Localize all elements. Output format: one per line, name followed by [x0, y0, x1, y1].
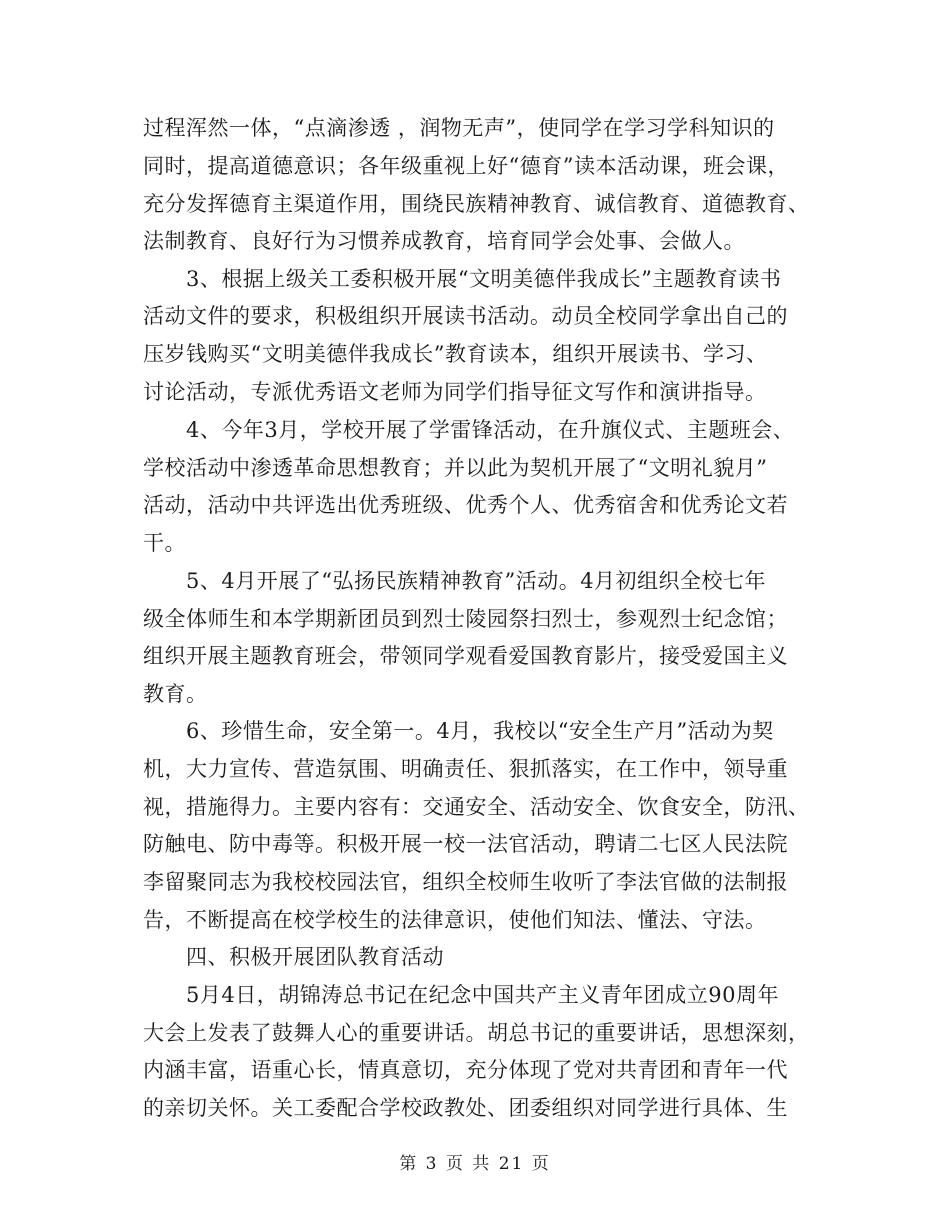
- text-line: 充分发挥德育主渠道作用，围绕民族精神教育、诚信教育、道德教育、: [143, 192, 810, 216]
- text-line: 告，不断提高在校学校生的法律意识，使他们知法、懂法、守法。: [143, 908, 767, 932]
- section-heading: 四、积极开展团队教育活动: [186, 945, 444, 969]
- text-line: 过程浑然一体，“点滴渗透 ，润物无声”，使同学在学习学科知识的: [143, 116, 775, 140]
- text-line: 压岁钱购买“文明美德伴我成长”教育读本，组织开展读书、学习、: [143, 342, 768, 366]
- paragraph-start-line: 5、4月开展了“弘扬民族精神教育”活动。4月初组织全校七年: [186, 569, 767, 593]
- text-line: 同时，提高道德意识；各年级重视上好“德育”读本活动课，班会课，: [143, 154, 789, 178]
- text-line: 级全体师生和本学期新团员到烈士陵园祭扫烈士，参观烈士纪念馆；: [143, 607, 788, 631]
- text-line: 组织开展主题教育班会，带领同学观看爱国教育影片，接受爱国主义: [143, 644, 788, 668]
- text-line: 活动，活动中共评选出优秀班级、优秀个人、优秀宿舍和优秀论文若: [143, 493, 788, 517]
- text-line: 活动文件的要求，积极组织开展读书活动。动员全校同学拿出自己的: [143, 304, 788, 328]
- text-line: 大会上发表了鼓舞人心的重要讲话。胡总书记的重要讲话，思想深刻，: [143, 1021, 810, 1045]
- text-line: 教育。: [143, 682, 208, 706]
- text-line: 的亲切关怀。关工委配合学校政教处、团委组织对同学进行具体、生: [143, 1096, 788, 1120]
- paragraph-start-line: 4、今年3月，学校开展了学雷锋活动，在升旗仪式、主题班会、: [186, 418, 795, 442]
- text-line: 干。: [143, 531, 186, 555]
- page-number-footer: 第 3 页 共 21 页: [399, 1154, 551, 1174]
- paragraph-start-line: 3、根据上级关工委积极开展“文明美德伴我成长”主题教育读书: [186, 267, 782, 291]
- paragraph-start-line: 5月4日，胡锦涛总书记在纪念中国共产主义青年团成立90周年: [186, 983, 779, 1007]
- text-line: 防触电、防中毒等。积极开展一校一法官活动，聘请二七区人民法院: [143, 832, 788, 856]
- text-line: 视，措施得力。主要内容有：交通安全、活动安全、饮食安全，防汛、: [143, 795, 810, 819]
- text-line: 李留聚同志为我校校园法官，组织全校师生收听了李法官做的法制报: [143, 870, 788, 894]
- paragraph-start-line: 6、珍惜生命，安全第一。4月，我校以“安全生产月”活动为契: [186, 719, 774, 743]
- text-line: 内涵丰富，语重心长，情真意切，充分体现了党对共青团和青年一代: [143, 1058, 788, 1082]
- text-line: 机，大力宣传、营造氛围、明确责任、狠抓落实，在工作中，领导重: [143, 757, 788, 781]
- text-line: 讨论活动，专派优秀语文老师为同学们指导征文写作和演讲指导。: [143, 380, 767, 404]
- text-line: 法制教育、良好行为习惯养成教育，培育同学会处事、会做人。: [143, 229, 745, 253]
- text-line: 学校活动中渗透革命思想教育；并以此为契机开展了“文明礼貌月”: [143, 456, 768, 480]
